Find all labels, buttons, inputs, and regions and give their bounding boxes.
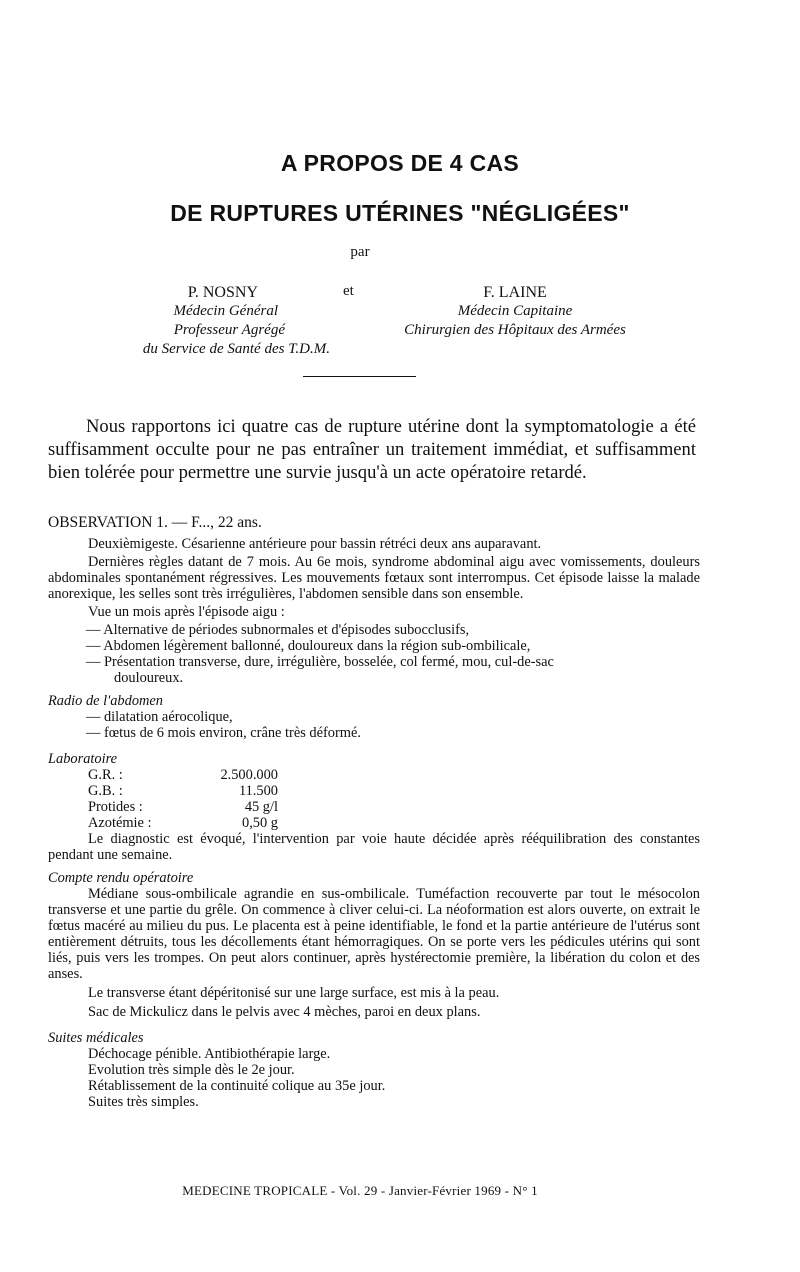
section-heading-radio: Radio de l'abdomen (48, 693, 163, 709)
lab-key: Azotémie : (88, 815, 152, 831)
author-1-name: P. NOSNY (187, 284, 258, 301)
lab-value: 45 g/l (244, 799, 278, 815)
lab-row (48, 815, 700, 831)
obs-paragraph: Deuxièmigeste. Césarienne antérieure pour bassin rétréci deux ans auparavant. (88, 536, 542, 552)
lab-key: Protides : (88, 799, 143, 815)
suites-line: Evolution très simple dès le 2e jour. (88, 1062, 295, 1078)
list-item: — Abdomen légèrement ballonné, douloureux dans la région sub-ombilicale, (86, 638, 531, 654)
author-2-name: F. LAINE (483, 284, 547, 301)
author-2-role: Chirurgien des Hôpitaux des Armées (404, 322, 626, 338)
lab-row (48, 799, 700, 815)
obs-paragraph: Dernières règles datant de 7 mois. Au 6e mois, syndrome abdominal aigu avec vomissements, douleurs abdominales spontanément régressives. Les mouvements fœtaux sont interrompus. Cet épisode laisse la malade anorexique, les selles sont très irrégulières, l'abdomen sensible dans son ensemble. (48, 554, 700, 602)
lab-row (48, 767, 700, 783)
author-2-role: Médecin Capitaine (457, 303, 573, 319)
byline: par (350, 244, 370, 260)
title-line-2: DE RUPTURES UTÉRINES "NÉGLIGÉES" (170, 200, 630, 226)
intro-paragraph (48, 415, 696, 484)
lab-key: G.B. : (88, 783, 123, 799)
lab-value: 11.500 (238, 783, 278, 799)
author-1-role: Médecin Général (173, 303, 278, 319)
author-1-role: Professeur Agrégé (173, 322, 285, 338)
title-line-1: A PROPOS DE 4 CAS (280, 150, 520, 176)
author-1 (60, 283, 330, 359)
obs-paragraph: Sac de Mickulicz dans le pelvis avec 4 mèches, paroi en deux plans. (88, 1004, 481, 1020)
intro-text: Nous rapportons ici quatre cas de rupture utérine dont la symptomatologie a été suffisamment occulte pour ne pas entraîner un traitement immédiat, et suffisamment bien tolérée pour permettre une survie jusqu'à un acte opératoire retardé. (48, 416, 696, 483)
lab-row (48, 783, 700, 799)
separator-rule (303, 376, 416, 377)
observation-section (48, 515, 700, 1110)
list-item: — fœtus de 6 mois environ, crâne très déformé. (86, 725, 361, 741)
obs-paragraph: Médiane sous-ombilicale agrandie en sus-ombilicale. Tuméfaction recouverte par tout le mésocolon transverse et une partie du grêle. On commence à cliver celui-ci. La néoformation est alors ouverte, on extrait le fœtus macéré au milieu du pus. Le placenta est à peine identifiable, le fond et la partie antérieure de l'utérus sont entièrement détruits, tous les décollements étant hémorragiques. On se porte vers les pédicules utérins qui sont liés, puis vers les trompes. On peut alors continuer, après hystérectomie première, la libération du colon et des anses. (48, 886, 700, 982)
suites-line: Suites très simples. (88, 1094, 199, 1110)
section-heading-lab: Laboratoire (48, 751, 118, 767)
observation-heading: OBSERVATION 1. — F..., 22 ans. (48, 514, 262, 531)
author-1-role: du Service de Santé des T.D.M. (142, 341, 330, 357)
section-heading-operation: Compte rendu opératoire (48, 870, 194, 886)
page-footer: MEDECINE TROPICALE - Vol. 29 - Janvier-Février 1969 - N° 1 (182, 1183, 538, 1198)
author-2 (380, 283, 650, 340)
lab-value: 0,50 g (242, 815, 278, 831)
list-item: — dilatation aérocolique, (86, 709, 233, 725)
obs-paragraph: Le diagnostic est évoqué, l'intervention par voie haute décidée après rééquilibration des constantes pendant une semaine. (48, 831, 700, 863)
obs-paragraph: Vue un mois après l'épisode aigu : (88, 604, 285, 620)
author-conjunction: et (343, 283, 354, 299)
suites-line: Rétablissement de la continuité colique au 35e jour. (88, 1078, 386, 1094)
lab-key: G.R. : (88, 767, 123, 783)
lab-value: 2.500.000 (220, 767, 278, 783)
obs-paragraph: Le transverse étant dépéritonisé sur une large surface, est mis à la peau. (88, 985, 500, 1001)
list-item: — Présentation transverse, dure, irrégulière, bosselée, col fermé, mou, cul-de-sac (86, 654, 554, 670)
section-heading-suites: Suites médicales (48, 1030, 144, 1046)
list-item: — Alternative de périodes subnormales et d'épisodes subocclusifs, (86, 622, 470, 638)
list-item-continuation: douloureux. (114, 670, 184, 686)
suites-line: Déchocage pénible. Antibiothérapie large. (88, 1046, 331, 1062)
